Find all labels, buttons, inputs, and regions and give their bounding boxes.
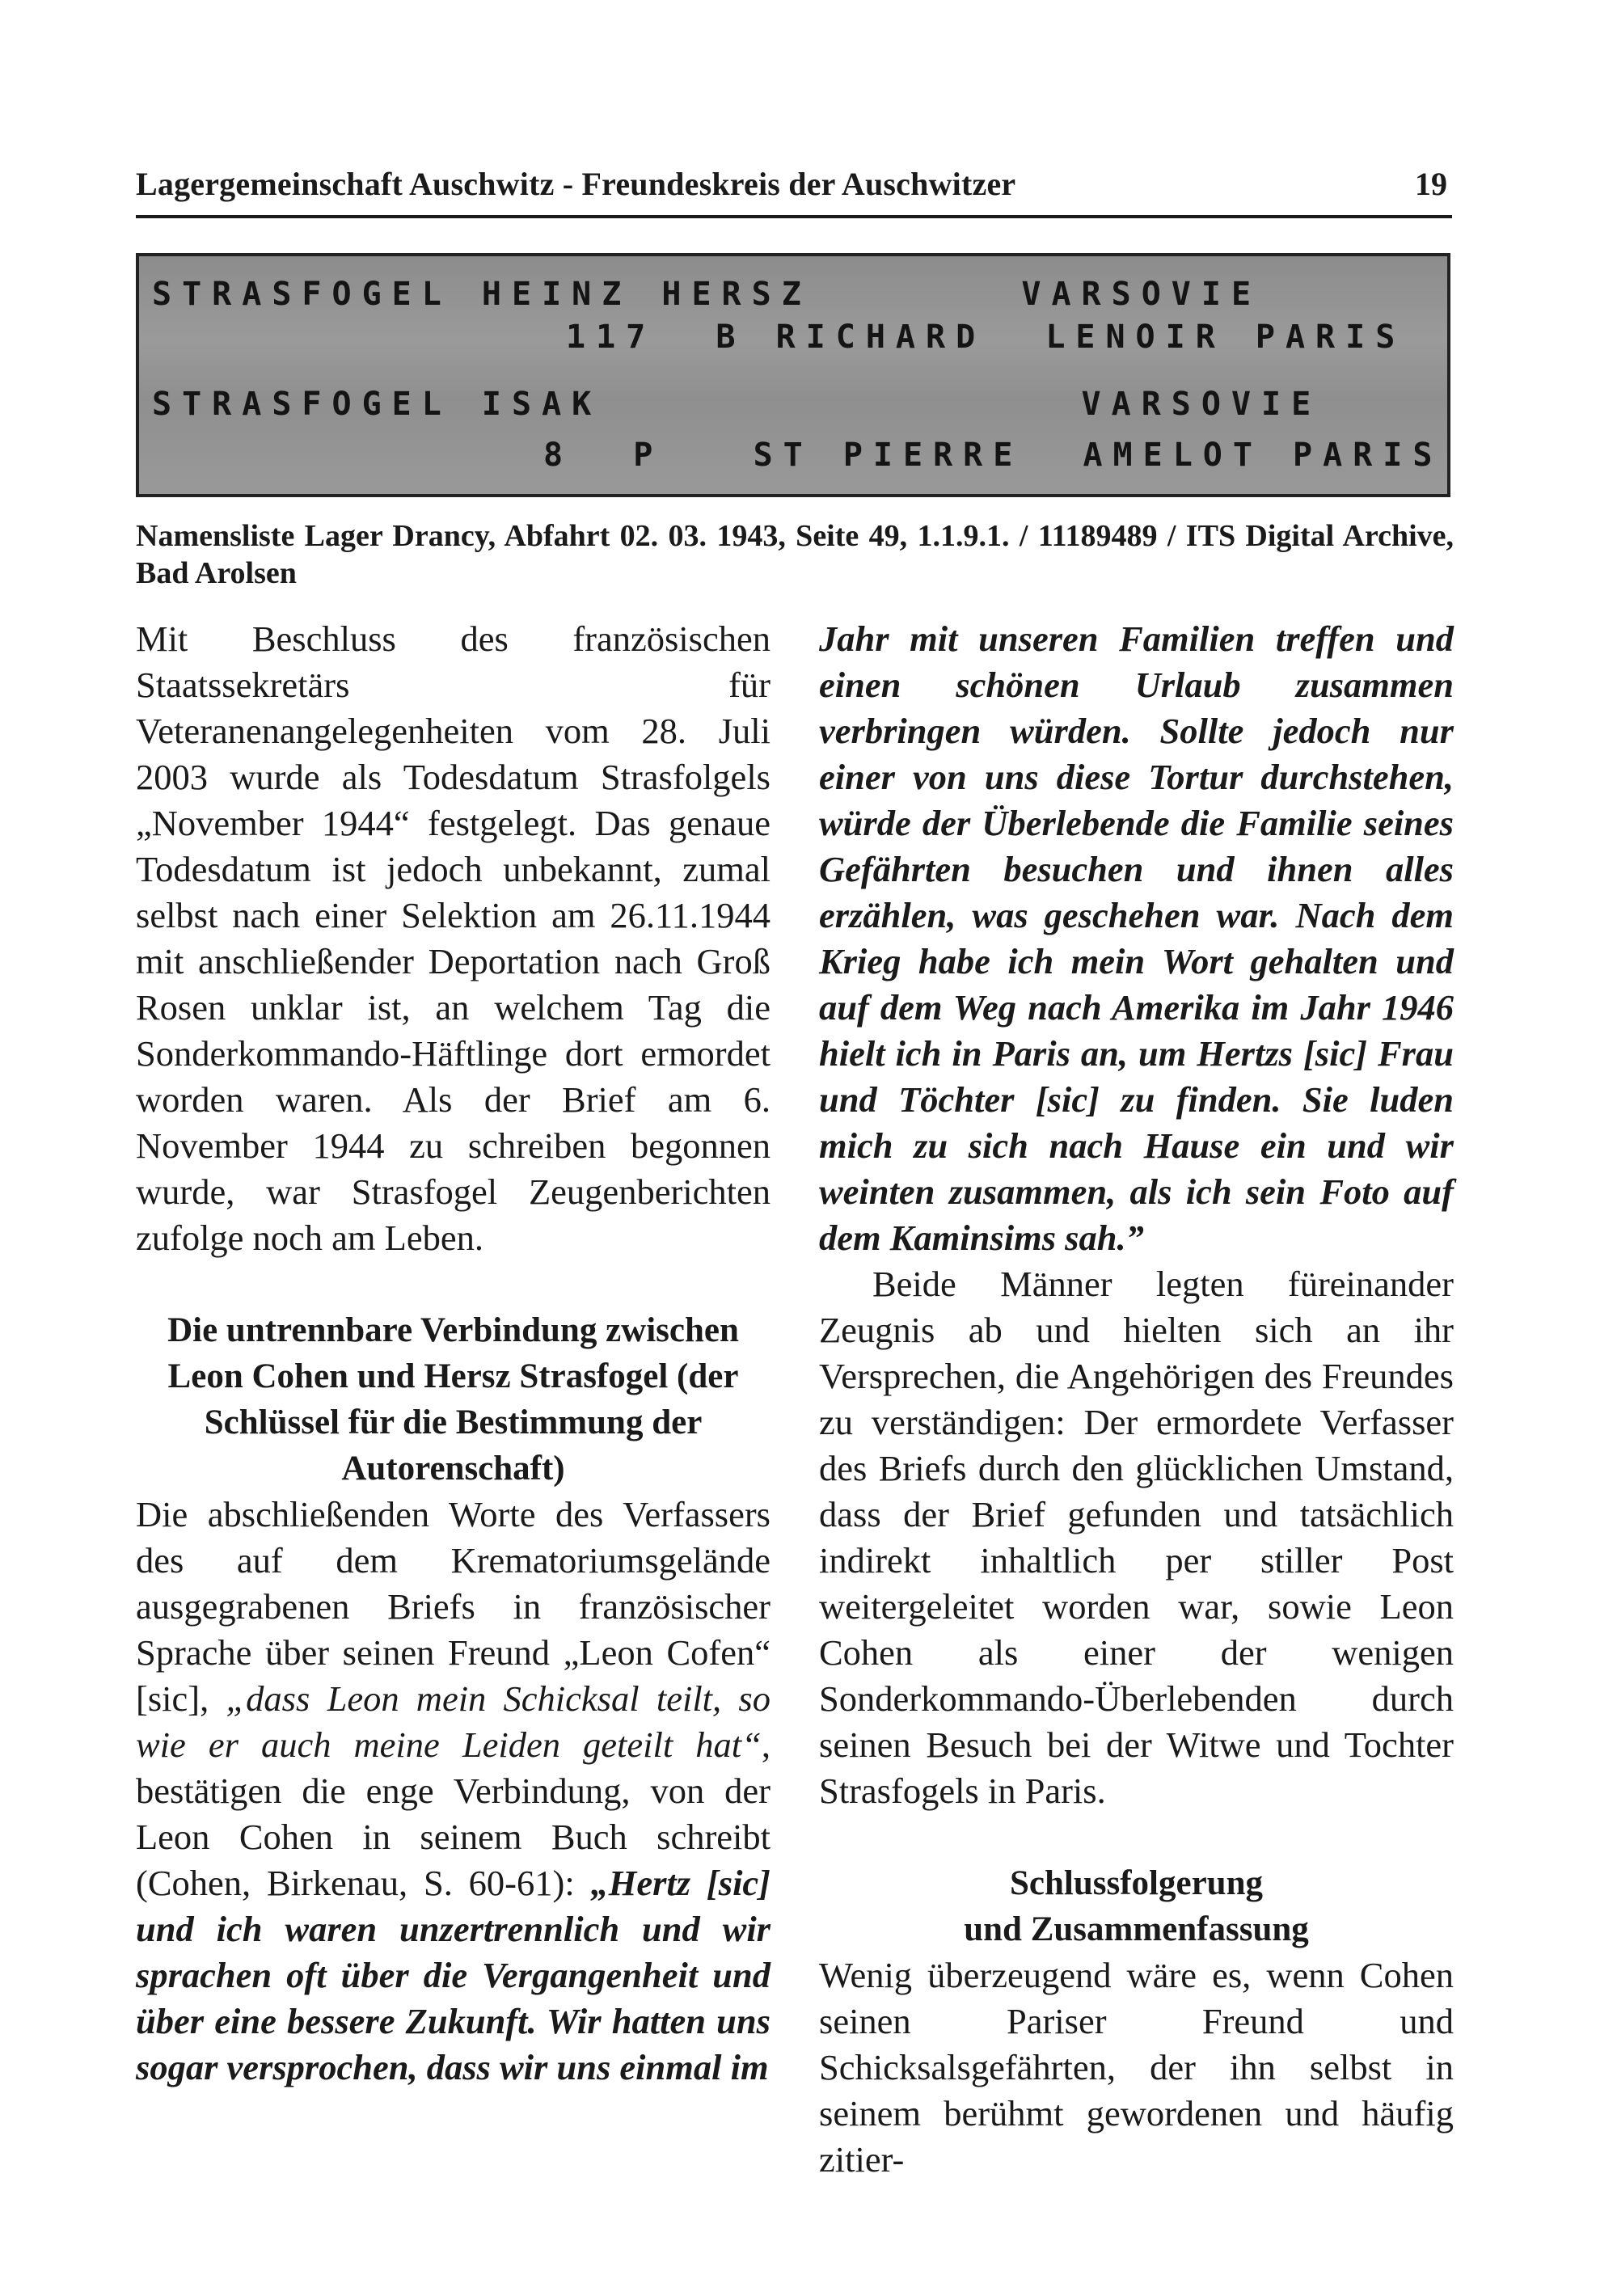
paragraph-testimony: Beide Männer legten füreinander Zeugnis ab und hielten sich an ihr Versprechen, die Angehörigen des Freundes zu verständigen: Der ermordete Verfasser des Briefs durch den glücklichen Umstand, dass der Brief gefunden und tatsächlich indirekt inhaltlich per stiller Post weitergeleitet worden war, sowie Leon Cohen als einer der wenigen Sonderkommando-Überlebenden durch seinen Besuch bei der Witwe und Tochter Strasfogels in Paris.	[819, 1264, 1454, 1811]
cohen-quote-start: „Hertz [sic] und ich waren unzertrennlich und wir sprachen oft über die Vergangenheit und über eine bessere Zukunft. Wir hatten uns sogar versprochen, dass wir uns einmal im	[136, 1863, 771, 2087]
section-heading-connection: Die untrennbare Verbindung zwischen Leon Cohen und Hersz Strasfogel (der Schlüssel für die Bestimmung der Autorenschaft)	[167, 1311, 739, 1488]
right-column	[819, 616, 1454, 2183]
page-number: 19	[1415, 166, 1447, 202]
left-column	[136, 616, 771, 2091]
paragraph-death-date: Mit Beschluss des französischen Staatssekretärs für Veteranenangelegenheiten vom 28. Juli 2003 wurde als Todesdatum Strasfolgels „November 1944“ festgelegt. Das genaue Todesdatum ist jedoch unbekannt, zumal selbst nach einer Selektion am 26.11.1944 mit anschließender Deportation nach Groß Rosen unklar ist, an welchem Tag die Sonderkommando-Häftlinge dort ermordet worden waren. Als der Brief am 6. November 1944 zu schreiben begonnen wurde, war Strasfogel Zeugenberichten zufolge noch am Leben.	[136, 618, 771, 1258]
journal-title: Lagergemeinschaft Auschwitz - Freundeskreis der Auschwitzer	[136, 166, 1016, 202]
paragraph-conclusion: Wenig überzeugend wäre es, wenn Cohen seinen Pariser Freund und Schicksalsgefährten, der ihn selbst in seinem berühmt gewordenen und häufig zitier-	[819, 1955, 1454, 2180]
letter-quote: „dass Leon mein Schicksal teilt, so wie er auch meine Leiden geteilt hat“	[136, 1678, 771, 1765]
scan-line-1: STRASFOGEL HEINZ HERSZ VARSOVIE	[152, 276, 1262, 313]
image-caption: Namensliste Lager Drancy, Abfahrt 02. 03. 1943, Seite 49, 1.1.9.1. / 11189489 / ITS Digital Archive, Bad Arolsen	[136, 519, 1454, 590]
section-heading-conclusion: Schlussfolgerung und Zusammenfassung	[964, 1864, 1309, 1948]
paragraph-closing-words: Die abschließenden Worte des Verfassers des auf dem Krematoriumsgelände ausgegrabenen Briefs in französischer Sprache über seinen Freund „Leon Cofen“ [sic], „dass Leon mein Schicksal teilt, so wie er auch meine Leiden geteilt hat“, bestätigen die enge Verbindung, von der Leon Cohen in seinem Buch schreibt (Cohen, Birkenau, S. 60-61): „Hertz [sic] und ich waren unzertrennlich und wir sprachen oft über die Vergangenheit und über eine bessere Zukunft. Wir hatten uns sogar versprochen, dass wir uns einmal im	[136, 1494, 771, 2087]
cohen-quote-continued: Jahr mit unseren Familien treffen und einen schönen Urlaub zusammen verbringen würden. Sollte jedoch nur einer von uns diese Tortur durchstehen, würde der Überlebende die Familie seines Gefährten besuchen und ihnen alles erzählen, was geschehen war. Nach dem Krieg habe ich mein Wort gehalten und auf dem Weg nach Amerika im Jahr 1946 hielt ich in Paris an, um Hertzs [sic] Frau und Töchter [sic] zu finden. Sie luden mich zu sich nach Hause ein und wir weinten zusammen, als ich sein Foto auf dem Kaminsims sah.”	[819, 618, 1454, 1258]
running-header	[136, 158, 1452, 218]
scan-line-3: STRASFOGEL ISAK VARSOVIE	[152, 386, 1322, 423]
archive-scan-image	[136, 253, 1450, 497]
scan-line-4: 8 P ST PIERRE AMELOT PARIS	[543, 437, 1443, 474]
scan-line-2: 117 B RICHARD LENOIR PARIS	[566, 319, 1406, 356]
